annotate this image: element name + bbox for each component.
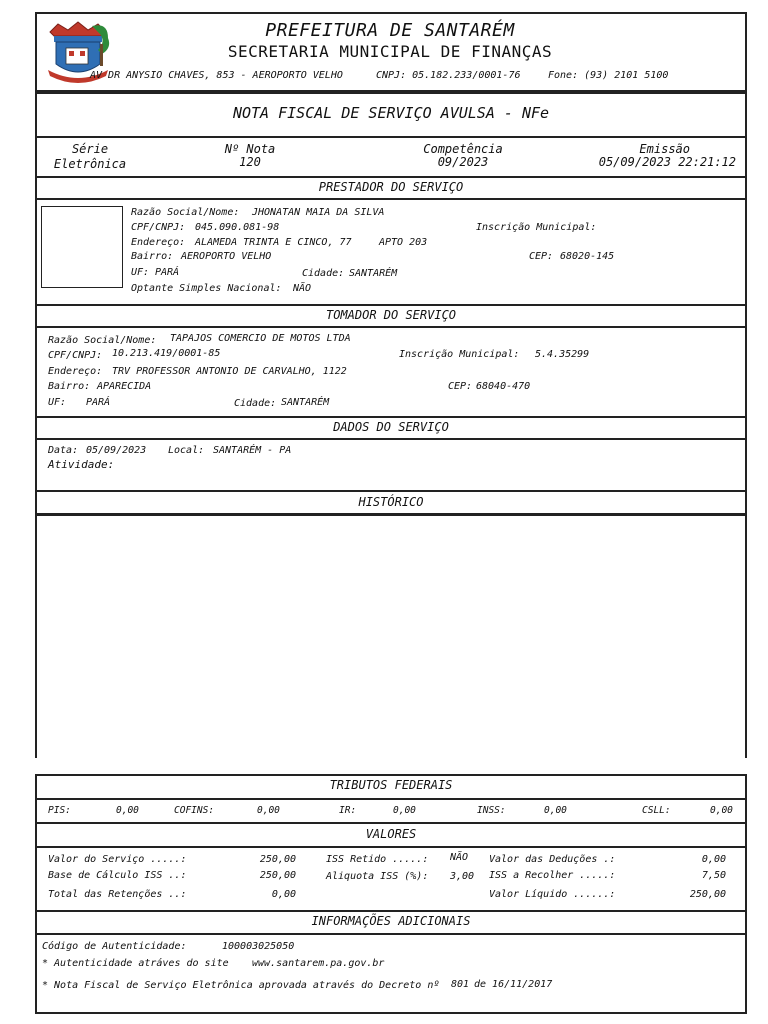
decreto-text: * Nota Fiscal de Serviço Eletrônica aprovada através do Decreto nº (42, 980, 440, 991)
nota-value: 120 (239, 155, 261, 169)
servico-local-label: Local: (168, 445, 205, 456)
ir-label: IR: (339, 805, 357, 816)
tomador-razao-value: TAPAJOS COMERCIO DE MOTOS LTDA (170, 333, 351, 344)
base-calculo-label: Base de Cálculo ISS ..: (48, 870, 187, 881)
aliquota-label: Aliquota ISS (%): (326, 871, 429, 882)
autenticidade-site: www.santarem.pa.gov.br (252, 958, 385, 969)
prestador-photo-box (41, 206, 123, 288)
valores-section-title: VALORES (365, 827, 417, 841)
divider (35, 176, 747, 178)
divider (35, 513, 747, 515)
divider (35, 846, 747, 848)
divider (35, 910, 747, 912)
iss-retido-label: ISS Retido .....: (326, 854, 429, 865)
codigo-autenticidade-label: Código de Autenticidade: (42, 941, 187, 952)
servico-data-label: Data: (48, 445, 79, 456)
servico-section-title: DADOS DO SERVIÇO (333, 420, 449, 434)
header-phone: Fone: (93) 2101 5100 (548, 70, 669, 81)
document-title: NOTA FISCAL DE SERVIÇO AVULSA - NFe (232, 104, 550, 122)
total-retencoes-value: 0,00 (271, 889, 296, 900)
tomador-bairro-value: APARECIDA (97, 381, 152, 392)
header-address: AV DR ANYSIO CHAVES, 853 - AEROPORTO VELHO (90, 70, 343, 81)
prestador-cep-value: 68020-145 (560, 251, 615, 262)
divider (35, 798, 747, 800)
inss-value: 0,00 (544, 805, 567, 816)
divider (35, 822, 747, 824)
cofins-label: COFINS: (174, 805, 215, 816)
prestador-uf-value: PARÁ (155, 267, 180, 278)
valor-liquido-label: Valor Líquido ......: (489, 889, 616, 900)
tomador-cep-label: CEP: (448, 381, 473, 392)
pis-label: PIS: (48, 805, 71, 816)
deducoes-label: Valor das Deduções .: (489, 854, 616, 865)
serie-value: Eletrônica (53, 157, 127, 171)
valor-liquido-value: 250,00 (689, 889, 726, 900)
servico-data-value: 05/09/2023 (86, 445, 147, 456)
prestador-inscricao-label: Inscrição Municipal: (476, 222, 597, 233)
prestador-cidade-value: SANTARÉM (349, 268, 398, 279)
competencia-value: 09/2023 (437, 155, 489, 169)
prestador-cidade-label: Cidade: (302, 268, 345, 279)
prestador-simples-label: Optante Simples Nacional: (131, 283, 282, 294)
tributos-section-title: TRIBUTOS FEDERAIS (329, 778, 453, 792)
prestador-endereco-compl: APTO 203 (379, 237, 428, 248)
tomador-razao-label: Razão Social/Nome: (48, 335, 157, 346)
divider (35, 438, 747, 440)
csll-label: CSLL: (642, 805, 671, 816)
tomador-cidade-value: SANTARÉM (281, 397, 330, 408)
prestador-section-title: PRESTADOR DO SERVIÇO (318, 180, 464, 194)
ir-value: 0,00 (393, 805, 416, 816)
emissao-label: Emissão (639, 142, 690, 156)
iss-recolher-label: ISS a Recolher .....: (489, 870, 616, 881)
historico-section-title: HISTÓRICO (358, 495, 424, 509)
divider (35, 326, 747, 328)
decreto-data: de 16/11/2017 (474, 979, 553, 990)
prestador-bairro-value: AEROPORTO VELHO (181, 251, 272, 262)
valor-servico-label: Valor do Serviço .....: (48, 854, 187, 865)
tomador-cpf-label: CPF/CNPJ: (48, 350, 103, 361)
tomador-bairro-label: Bairro: (48, 381, 91, 392)
prestador-cep-label: CEP: (529, 251, 554, 262)
divider (35, 933, 747, 935)
iss-recolher-value: 7,50 (701, 870, 726, 881)
codigo-autenticidade-value: 100003025050 (222, 941, 295, 952)
tomador-endereco-value: TRV PROFESSOR ANTONIO DE CARVALHO, 1122 (112, 366, 347, 377)
tomador-section-title: TOMADOR DO SERVIÇO (325, 308, 457, 322)
tomador-inscricao-value: 5.4.35299 (535, 349, 590, 360)
historico-left-border (35, 514, 37, 758)
cofins-value: 0,00 (257, 805, 280, 816)
tomador-cep-value: 68040-470 (476, 381, 531, 392)
total-retencoes-label: Total das Retenções ..: (48, 889, 187, 900)
nota-label: Nº Nota (224, 142, 276, 156)
valor-servico-value: 250,00 (259, 854, 296, 865)
prestador-razao-label: Razão Social/Nome: (131, 207, 240, 218)
servico-atividade-label: Atividade: (48, 458, 115, 471)
tomador-endereco-label: Endereço: (48, 366, 103, 377)
prestador-uf-label: UF: (131, 267, 150, 278)
prestador-simples-value: NÃO (293, 283, 312, 294)
emissao-value: 05/09/2023 22:21:12 (598, 155, 736, 169)
city-hall-title: PREFEITURA DE SANTARÉM (265, 20, 515, 41)
divider (35, 198, 747, 200)
decreto-numero: 801 (451, 979, 470, 990)
competencia-label: Competência (423, 142, 503, 156)
prestador-cpf-label: CPF/CNPJ: (131, 222, 186, 233)
pis-value: 0,00 (116, 805, 139, 816)
tomador-inscricao-label: Inscrição Municipal: (399, 349, 520, 360)
historico-right-border (745, 514, 747, 758)
tomador-uf-label: UF: (48, 397, 67, 408)
servico-local-value: SANTARÉM - PA (213, 445, 292, 456)
aliquota-value: 3,00 (450, 871, 475, 882)
prestador-endereco-label: Endereço: (131, 237, 186, 248)
tomador-uf-value: PARÁ (86, 397, 111, 408)
divider (35, 304, 747, 306)
header-cnpj: CNPJ: 05.182.233/0001-76 (376, 70, 521, 81)
csll-value: 0,00 (710, 805, 733, 816)
info-section-title: INFORMAÇÕES ADICIONAIS (311, 914, 471, 928)
tomador-cidade-label: Cidade: (234, 398, 277, 409)
tomador-cpf-value: 10.213.419/0001-85 (112, 348, 221, 359)
deducoes-value: 0,00 (701, 854, 726, 865)
prestador-razao-value: JHONATAN MAIA DA SILVA (252, 207, 385, 218)
iss-retido-value: NÃO (450, 852, 469, 863)
divider (35, 416, 747, 418)
inss-label: INSS: (477, 805, 506, 816)
autenticidade-text: * Autenticidade atráves do site (42, 958, 229, 969)
base-calculo-value: 250,00 (259, 870, 296, 881)
department-subtitle: SECRETARIA MUNICIPAL DE FINANÇAS (227, 42, 553, 61)
prestador-endereco-value: ALAMEDA TRINTA E CINCO, 77 (195, 237, 352, 248)
prestador-bairro-label: Bairro: (131, 251, 174, 262)
serie-label: Série (71, 142, 109, 156)
divider (35, 490, 747, 492)
prestador-cpf-value: 045.090.081-98 (195, 222, 280, 233)
